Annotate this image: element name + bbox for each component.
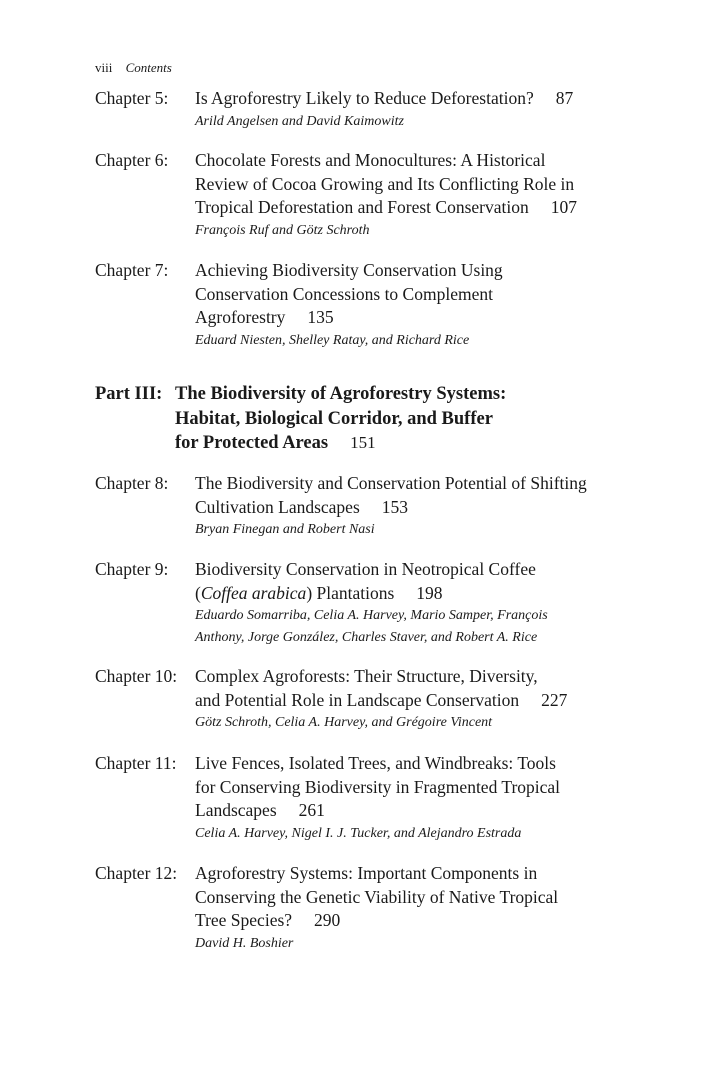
section-title: Contents	[125, 60, 172, 75]
entry-title-line: (Coffea arabica) Plantations 198	[195, 582, 443, 603]
page-number: 107	[550, 197, 577, 217]
entry-label: Chapter 5:	[95, 88, 169, 108]
page-number: 198	[416, 582, 443, 603]
page-number: 87	[555, 88, 574, 108]
entry-authors: Götz Schroth, Celia A. Harvey, and Grégoire Vincent	[195, 715, 493, 730]
page-number: 290	[314, 910, 341, 930]
entry-title-line: Chocolate Forests and Monocultures: A Historical	[195, 150, 546, 170]
entry-title-line: Cultivation Landscapes 153	[195, 496, 409, 517]
entry-label: Chapter 9:	[95, 559, 169, 579]
page-folio: viii	[95, 60, 113, 75]
page-number: 261	[298, 800, 325, 820]
entry-label: Chapter 10:	[95, 666, 178, 686]
part-title-line: The Biodiversity of Agroforestry Systems:	[175, 384, 507, 404]
entry-title-line: Conserving the Genetic Viability of Native Tropical	[195, 886, 559, 907]
entry-title-line: Agroforestry 135	[195, 307, 334, 327]
page-number: 153	[381, 496, 409, 517]
part-title-line: for Protected Areas 151	[175, 433, 376, 453]
entry-label: Chapter 8:	[95, 473, 169, 493]
page-number: 151	[350, 433, 376, 452]
entry-title-line: Complex Agroforests: Their Structure, Diversity,	[195, 666, 538, 686]
entry-authors: Eduardo Somarriba, Celia A. Harvey, Mario Samper, François	[195, 608, 548, 623]
entry-title-line: Biodiversity Conservation in Neotropical Coffee	[195, 559, 536, 579]
entry-label: Chapter 6:	[95, 150, 169, 170]
entry-title-line: Conservation Concessions to Complement	[195, 283, 493, 304]
entry-title-line: Live Fences, Isolated Trees, and Windbreaks: Tools	[195, 753, 556, 773]
entry-title-line: Tropical Deforestation and Forest Conservation 107	[195, 197, 577, 217]
running-head	[95, 59, 172, 77]
entry-authors: Arild Angelsen and David Kaimowitz	[195, 113, 404, 129]
page-number: 135	[307, 307, 334, 327]
entry-title-line: and Potential Role in Landscape Conservation 227	[195, 689, 568, 710]
page-number: 227	[541, 689, 568, 710]
part-title-line: Habitat, Biological Corridor, and Buffer	[175, 408, 493, 429]
entry-title-line: Achieving Biodiversity Conservation Using	[195, 260, 503, 280]
species-name: Coffea arabica	[200, 582, 307, 603]
entry-label: Chapter 7:	[95, 260, 169, 280]
entry-title-line: Review of Cocoa Growing and Its Conflicting Role in	[195, 173, 575, 194]
entry-authors: Bryan Finegan and Robert Nasi	[195, 522, 375, 537]
entry-label: Chapter 12:	[95, 863, 178, 883]
entry-title-line: for Conserving Biodiversity in Fragmented Tropical	[195, 776, 561, 797]
entry-title-line: Is Agroforestry Likely to Reduce Deforestation? 87	[195, 88, 574, 108]
entry-title-line: Agroforestry Systems: Important Components in	[195, 863, 538, 883]
part-label: Part III:	[95, 384, 163, 404]
entry-label: Chapter 11:	[95, 753, 177, 773]
entry-authors: François Ruf and Götz Schroth	[195, 222, 370, 238]
entry-authors: Eduard Niesten, Shelley Ratay, and Richard Rice	[195, 332, 470, 348]
entry-title-line: Tree Species? 290	[195, 910, 341, 930]
entry-authors: Celia A. Harvey, Nigel I. J. Tucker, and Alejandro Estrada	[195, 825, 522, 841]
entry-title-line: The Biodiversity and Conservation Potential of Shifting	[195, 473, 587, 493]
entry-authors: Anthony, Jorge González, Charles Staver, and Robert A. Rice	[195, 630, 538, 645]
entry-title-line: Landscapes 261	[195, 800, 325, 820]
entry-authors: David H. Boshier	[195, 935, 294, 951]
